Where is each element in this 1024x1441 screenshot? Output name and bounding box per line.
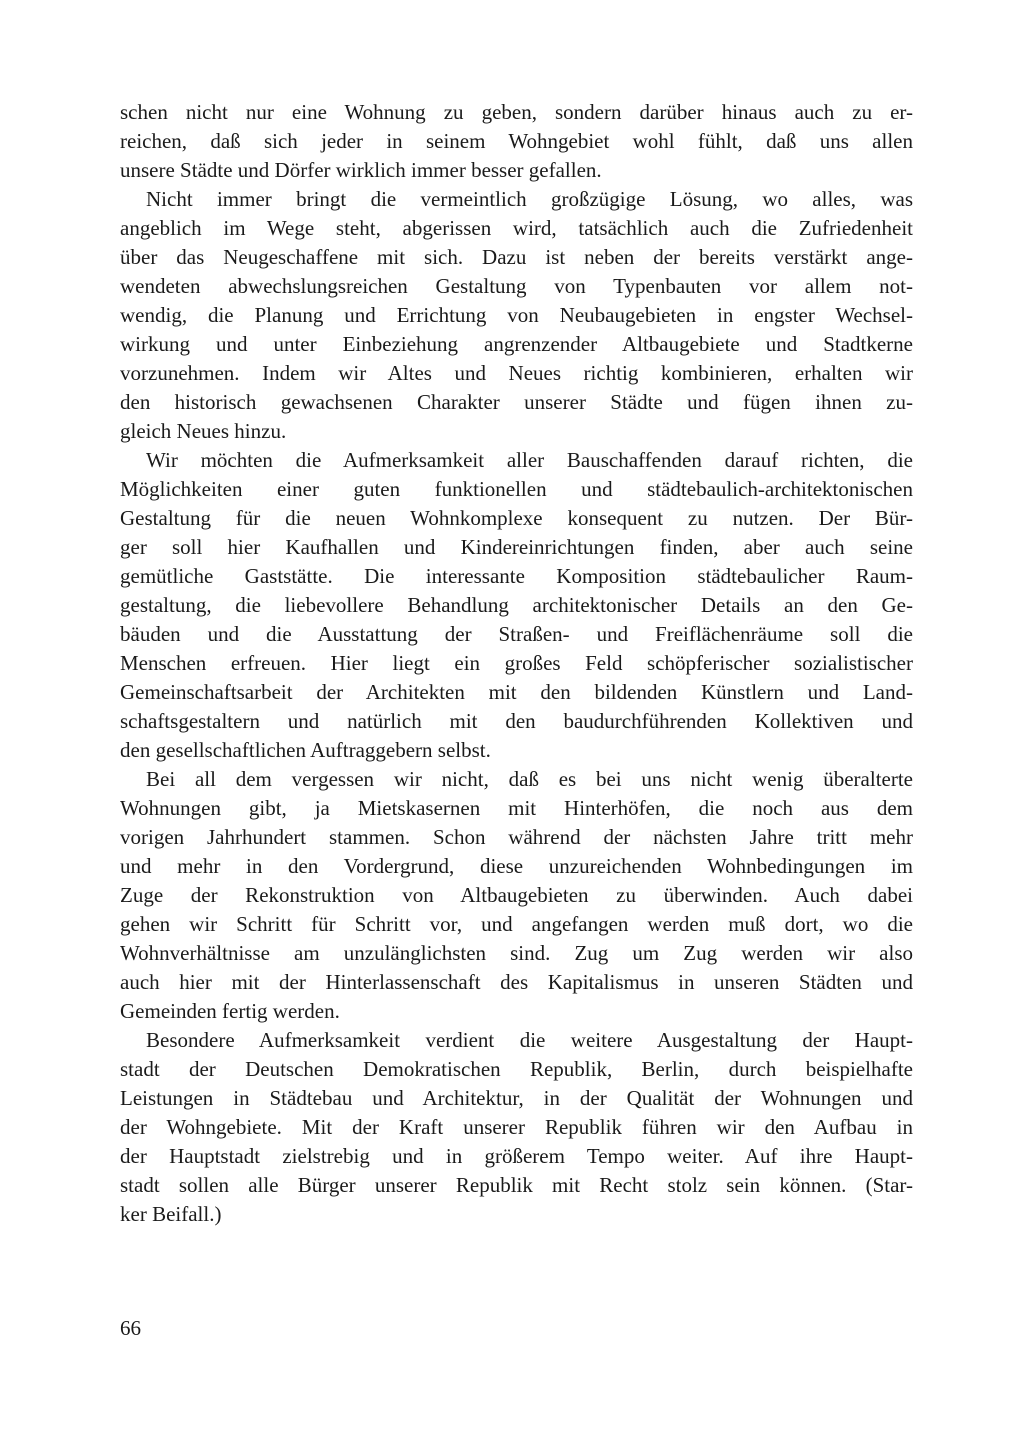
- text-line: reichen, daß sich jeder in seinem Wohngebiet wohl fühlt, daß uns allen: [120, 129, 913, 153]
- text-line: Gemeinschaftsarbeit der Architekten mit den bildenden Künstlern und Land-: [120, 680, 913, 704]
- text-line: bäuden und die Ausstattung der Straßen- und Freiflächenräume soll die: [120, 622, 913, 646]
- text-line: Gemeinden fertig werden.: [120, 999, 340, 1023]
- text-line: Zuge der Rekonstruktion von Altbaugebieten zu überwinden. Auch dabei: [120, 883, 913, 907]
- text-line: Leistungen in Städtebau und Architektur, in der Qualität der Wohnungen und: [120, 1086, 913, 1110]
- page-number: 66: [120, 1316, 141, 1340]
- text-line: Wir möchten die Aufmerksamkeit aller Bauschaffenden darauf richten, die: [146, 448, 913, 472]
- text-line: Nicht immer bringt die vermeintlich großzügige Lösung, wo alles, was: [146, 187, 913, 211]
- text-line: schen nicht nur eine Wohnung zu geben, sondern darüber hinaus auch zu er-: [120, 100, 913, 124]
- text-line: ker Beifall.): [120, 1202, 222, 1226]
- text-line: Gestaltung für die neuen Wohnkomplexe konsequent zu nutzen. Der Bür-: [120, 506, 913, 530]
- text-line: wendig, die Planung und Errichtung von Neubaugebieten in engster Wechsel-: [120, 303, 913, 327]
- text-line: vorigen Jahrhundert stammen. Schon während der nächsten Jahre tritt mehr: [120, 825, 913, 849]
- paragraph-2: [120, 185, 913, 446]
- body-text: [120, 98, 913, 1229]
- text-line: angeblich im Wege steht, abgerissen wird, tatsächlich auch die Zufriedenheit: [120, 216, 913, 240]
- text-line: Menschen erfreuen. Hier liegt ein großes Feld schöpferischer sozialistischer: [120, 651, 913, 675]
- text-line: über das Neugeschaffene mit sich. Dazu ist neben der bereits verstärkt ange-: [120, 245, 913, 269]
- text-line: den historisch gewachsenen Charakter unserer Städte und fügen ihnen zu-: [120, 390, 913, 414]
- text-line: vorzunehmen. Indem wir Altes und Neues richtig kombinieren, erhalten wir: [120, 361, 913, 385]
- paragraph-3: [120, 446, 913, 765]
- paragraph-1: [120, 98, 913, 185]
- text-line: unsere Städte und Dörfer wirklich immer besser gefallen.: [120, 158, 602, 182]
- text-line: Besondere Aufmerksamkeit verdient die weitere Ausgestaltung der Haupt-: [146, 1028, 913, 1052]
- text-line: wirkung und unter Einbeziehung angrenzender Altbaugebiete und Stadtkerne: [120, 332, 913, 356]
- text-line: den gesellschaftlichen Auftraggebern selbst.: [120, 738, 491, 762]
- paragraph-4: [120, 765, 913, 1026]
- paragraph-5: [120, 1026, 913, 1229]
- text-line: der Wohngebiete. Mit der Kraft unserer Republik führen wir den Aufbau in: [120, 1115, 913, 1139]
- text-line: und mehr in den Vordergrund, diese unzureichenden Wohnbedingungen im: [120, 854, 913, 878]
- text-line: Bei all dem vergessen wir nicht, daß es bei uns nicht wenig überalterte: [146, 767, 913, 791]
- text-line: ger soll hier Kaufhallen und Kindereinrichtungen finden, aber auch seine: [120, 535, 913, 559]
- text-line: gleich Neues hinzu.: [120, 419, 287, 443]
- text-line: wendeten abwechslungsreichen Gestaltung von Typenbauten vor allem not-: [120, 274, 913, 298]
- text-line: Wohnverhältnisse am unzulänglichsten sind. Zug um Zug werden wir also: [120, 941, 913, 965]
- text-line: stadt sollen alle Bürger unserer Republik mit Recht stolz sein können. (Star-: [120, 1173, 913, 1197]
- text-line: auch hier mit der Hinterlassenschaft des Kapitalismus in unseren Städten und: [120, 970, 913, 994]
- text-line: stadt der Deutschen Demokratischen Republik, Berlin, durch beispielhafte: [120, 1057, 913, 1081]
- text-line: Wohnungen gibt, ja Mietskasernen mit Hinterhöfen, die noch aus dem: [120, 796, 913, 820]
- text-line: gestaltung, die liebevollere Behandlung architektonischer Details an den Ge-: [120, 593, 913, 617]
- text-line: gemütliche Gaststätte. Die interessante Komposition städtebaulicher Raum-: [120, 564, 913, 588]
- text-line: der Hauptstadt zielstrebig und in größerem Tempo weiter. Auf ihre Haupt-: [120, 1144, 913, 1168]
- text-line: Möglichkeiten einer guten funktionellen und städtebaulich-architektonischen: [120, 477, 913, 501]
- text-line: schaftsgestaltern und natürlich mit den baudurchführenden Kollektiven und: [120, 709, 913, 733]
- text-line: gehen wir Schritt für Schritt vor, und angefangen werden muß dort, wo die: [120, 912, 913, 936]
